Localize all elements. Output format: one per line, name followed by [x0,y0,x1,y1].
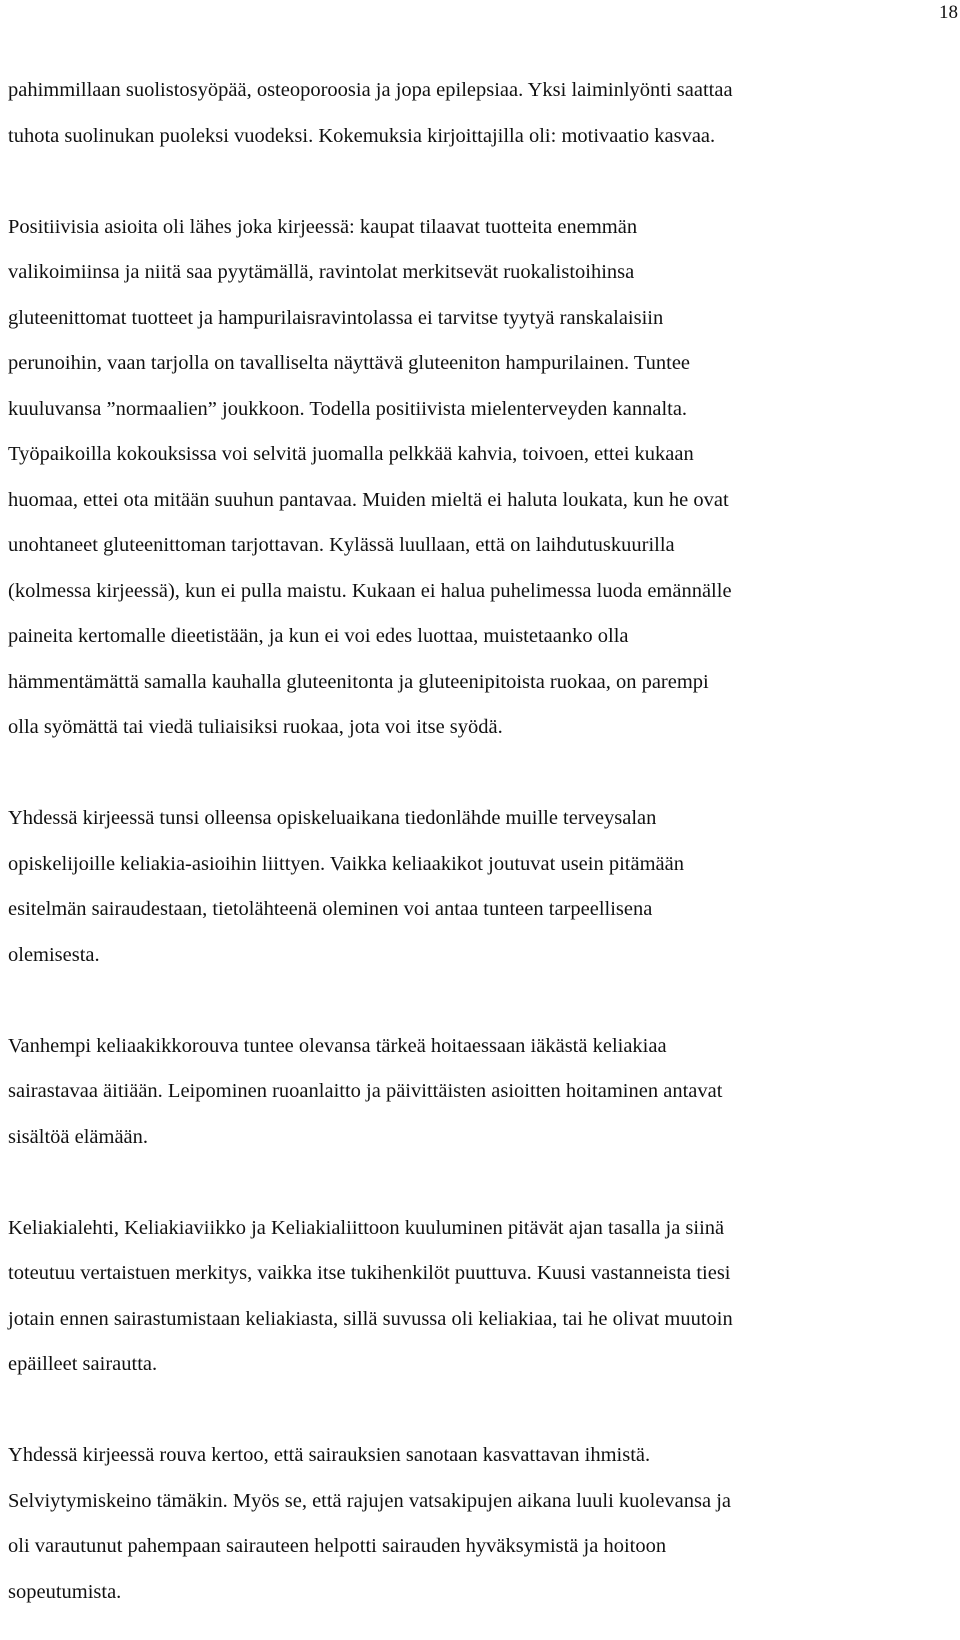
text-line: hämmentämättä samalla kauhalla gluteenitonta ja gluteenipitoista ruokaa, on parempi [8,670,709,693]
text-line: Selviytymiskeino tämäkin. Myös se, että rajujen vatsakipujen aikana luuli kuolevansa ja [8,1489,732,1512]
text-line: tuhota suolinukan puoleksi vuodeksi. Kokemuksia kirjoittajilla oli: motivaatio kasvaa. [8,124,716,147]
paragraph [8,1433,960,1615]
text-line: jotain ennen sairastumistaan keliakiasta, sillä suvussa oli keliakiaa, tai he olivat muutoin [8,1307,733,1330]
text-line: Yhdessä kirjeessä tunsi olleensa opiskeluaikana tiedonlähde muille terveysalan [8,807,657,829]
text-line: toteutuu vertaistuen merkitys, vaikka itse tukihenkilöt puuttuva. Kuusi vastanneista tiesi [8,1262,731,1284]
text-line: sairastavaa äitiään. Leipominen ruoanlaitto ja päivittäisten asioitten hoitaminen antavat [8,1080,723,1102]
text-line: oli varautunut pahempaan sairauteen helpotti sairauden hyväksymistä ja hoitoon [8,1535,667,1557]
text-line: valikoimiinsa ja niitä saa pyytämällä, ravintolat merkitsevät ruokalistoihinsa [8,261,635,283]
text-line: perunoihin, vaan tarjolla on tavalliselta näyttävä gluteeniton hampurilainen. Tuntee [8,352,691,374]
text-line: esitelmän sairaudestaan, tietolähteenä oleminen voi antaa tunteen tarpeellisena [8,898,653,920]
text-line: Keliakialehti, Keliakiaviikko ja Keliakialiittoon kuuluminen pitävät ajan tasalla ja siinä [8,1216,725,1239]
text-line: unohtaneet gluteenittoman tarjottavan. Kylässä luullaan, että on laihdutuskuurilla [8,534,675,556]
text-line: pahimmillaan suolistosyöpää, osteoporoosia ja jopa epilepsiaa. Yksi laiminlyönti saattaa [8,79,733,101]
text-line: opiskelijoille keliakia-asioihin liittyen. Vaikka keliaakikot joutuvat usein pitämään [8,852,684,875]
text-line: (kolmessa kirjeessä), kun ei pulla maistu. Kukaan ei halua puhelimessa luoda emännälle [8,579,732,602]
text-line: olla syömättä tai viedä tuliaisiksi ruokaa, jota voi itse syödä. [8,716,503,738]
text-line: Vanhempi keliaakikkorouva tuntee olevansa tärkeä hoitaessaan iäkästä keliakiaa [8,1034,667,1057]
text-line: paineita kertomalle dieetistään, ja kun ei voi edes luottaa, muistetaanko olla [8,625,629,647]
text-line: sisältöä elämään. [8,1125,149,1148]
text-line: kuuluvansa ”normaalien” joukkoon. Todella positiivista mielenterveyden kannalta. [8,397,688,420]
paragraph [8,796,960,978]
page-number: 18 [939,2,958,23]
paragraph [8,1206,960,1388]
body-text [8,68,960,1615]
text-line: olemisesta. [8,943,100,966]
text-line: epäilleet sairautta. [8,1353,158,1375]
text-line: gluteenittomat tuotteet ja hampurilaisravintolassa ei tarvitse tyytyä ranskalaisiin [8,306,664,329]
paragraph [8,68,960,159]
text-line: huomaa, ettei ota mitään suuhun pantavaa. Muiden mieltä ei haluta loukata, kun he ovat [8,488,729,511]
paragraph [8,205,960,751]
paragraph [8,1024,960,1161]
text-line: Työpaikoilla kokouksissa voi selvitä juomalla pelkkää kahvia, toivoen, ettei kukaan [8,443,694,465]
text-line: Yhdessä kirjeessä rouva kertoo, että sairauksien sanotaan kasvattavan ihmistä. [8,1444,651,1466]
text-line: sopeutumista. [8,1580,122,1603]
text-line: Positiivisia asioita oli lähes joka kirjeessä: kaupat tilaavat tuotteita enemmän [8,215,638,238]
